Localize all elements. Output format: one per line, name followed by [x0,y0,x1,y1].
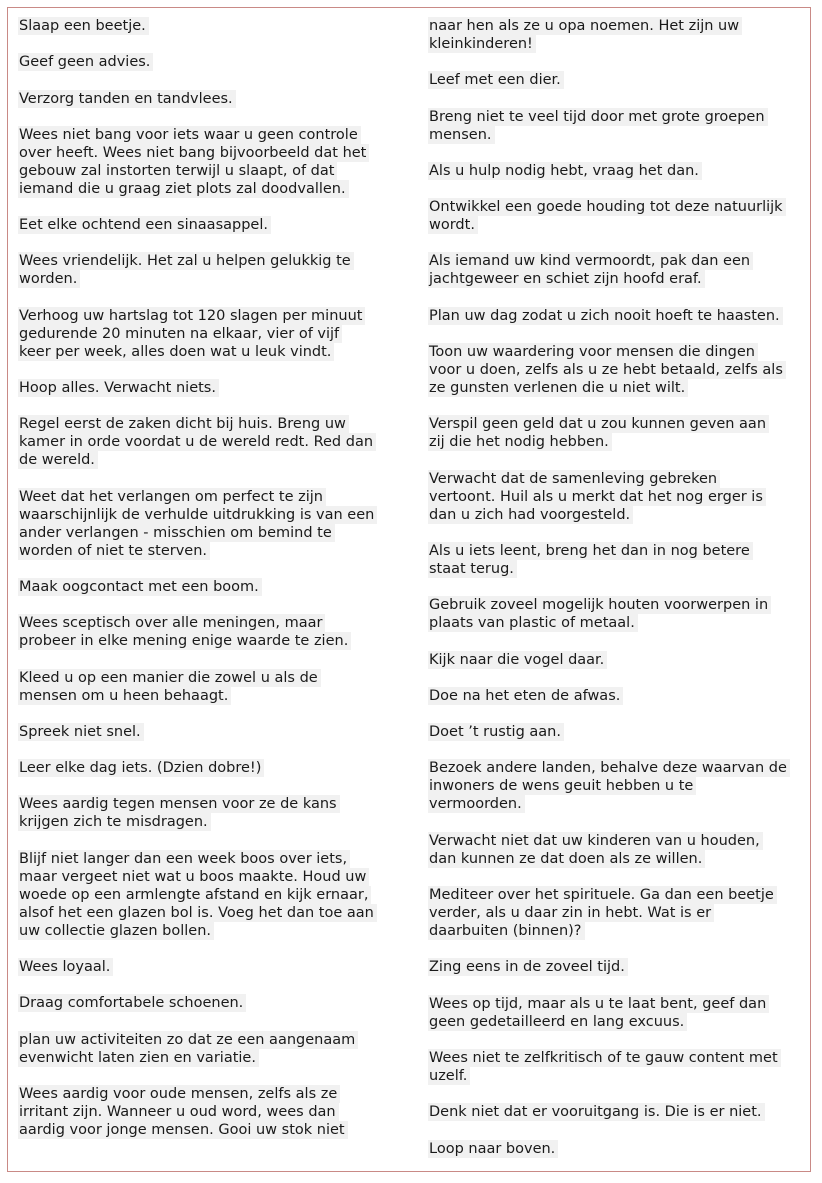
advice-item [428,723,800,741]
advice-line: Geef geen advies. [18,53,153,71]
advice-item [428,307,800,325]
advice-line: Breng niet te veel tijd door met grote groepen [428,108,768,126]
advice-line: gebouw zal instorten terwijl u slaapt, of dat [18,162,337,180]
advice-item [428,17,800,53]
advice-line: evenwicht laten zien en variatie. [18,1049,259,1067]
advice-item [18,90,410,108]
advice-item [18,307,410,361]
advice-item [18,488,410,560]
advice-line: verder, als u daar zin in hebt. Wat is er [428,904,714,922]
advice-line: mensen. [428,126,495,144]
advice-line: Slaap een beetje. [18,17,149,35]
advice-item [18,1031,410,1067]
advice-line: voor u doen, zelfs als u ze hebt betaald, zelfs als [428,361,786,379]
advice-line: waarschijnlijk de verhulde uitdrukking is van een [18,506,377,524]
advice-line: Wees niet te zelfkritisch of te gauw content met [428,1049,781,1067]
advice-line: geen gedetailleerd en lang excuus. [428,1013,687,1031]
advice-line: Doe na het eten de afwas. [428,687,623,705]
advice-line: maar vergeet niet wat u boos maakte. Houd uw [18,868,369,886]
advice-line: Draag comfortabele schoenen. [18,994,246,1012]
left-column [18,17,410,1139]
advice-line: zij die het nodig hebben. [428,433,612,451]
advice-line: alsof het een glazen bol is. Voeg het dan toe aan [18,904,377,922]
advice-item [18,17,410,35]
advice-item [428,1049,800,1085]
advice-item [18,994,410,1012]
advice-line: worden of niet te sterven. [18,542,210,560]
advice-item [18,379,410,397]
advice-line: Leef met een dier. [428,71,564,89]
advice-line: keer per week, alles doen wat u leuk vindt. [18,343,334,361]
advice-item [18,1085,410,1139]
advice-item [428,162,800,180]
advice-line: Regel eerst de zaken dicht bij huis. Breng uw [18,415,349,433]
advice-item [428,542,800,578]
advice-item [428,71,800,89]
advice-item [428,687,800,705]
advice-line: Als u iets leent, breng het dan in nog betere [428,542,753,560]
advice-item [428,198,800,234]
advice-item [428,1140,800,1158]
advice-line: Zing eens in de zoveel tijd. [428,958,628,976]
advice-line: probeer in elke mening enige waarde te zien. [18,632,351,650]
advice-line: aardig voor jonge mensen. Gooi uw stok niet [18,1121,348,1139]
advice-line: Wees op tijd, maar als u te laat bent, geef dan [428,995,769,1013]
advice-line: kamer in orde voordat u de wereld redt. Red dan [18,433,376,451]
advice-item [428,470,800,524]
advice-line: irritant zijn. Wanneer u oud word, wees dan [18,1103,339,1121]
advice-line: uw collectie glazen bollen. [18,922,214,940]
advice-line: woede op een armlengte afstand en kijk ernaar, [18,886,371,904]
advice-item [428,1103,800,1121]
advice-line: Doet ’t rustig aan. [428,723,564,741]
advice-item [428,343,800,397]
advice-line: Kleed u op een manier die zowel u als de [18,669,321,687]
advice-item [18,126,410,198]
advice-line: krijgen zich te misdragen. [18,813,211,831]
advice-item [18,53,410,71]
advice-line: Toon uw waardering voor mensen die dingen [428,343,758,361]
advice-item [428,832,800,868]
advice-line: dan u zich had voorgesteld. [428,506,633,524]
advice-line: Blijf niet langer dan een week boos over iets, [18,850,350,868]
advice-line: Als iemand uw kind vermoordt, pak dan een [428,252,753,270]
advice-line: vertoont. Huil als u merkt dat het nog erger is [428,488,766,506]
advice-line: vermoorden. [428,795,525,813]
advice-line: Weet dat het verlangen om perfect te zijn [18,488,326,506]
advice-line: Gebruik zoveel mogelijk houten voorwerpen in [428,596,771,614]
advice-line: Leer elke dag iets. (Dzien dobre!) [18,759,264,777]
advice-line: dan kunnen ze dat doen als ze willen. [428,850,705,868]
advice-line: Verzorg tanden en tandvlees. [18,90,236,108]
advice-line: inwoners de wens geuit hebben u te [428,777,696,795]
advice-line: Maak oogcontact met een boom. [18,578,262,596]
advice-item [18,614,410,650]
advice-line: Denk niet dat er vooruitgang is. Die is er niet. [428,1103,765,1121]
advice-line: Loop naar boven. [428,1140,558,1158]
advice-line: Wees vriendelijk. Het zal u helpen gelukkig te [18,252,354,270]
advice-line: Wees aardig voor oude mensen, zelfs als ze [18,1085,340,1103]
advice-line: Verspil geen geld dat u zou kunnen geven aan [428,415,769,433]
advice-line: daarbuiten (binnen)? [428,922,585,940]
advice-line: ze gunsten verlenen die u niet wilt. [428,379,688,397]
advice-line: Mediteer over het spirituele. Ga dan een beetje [428,886,777,904]
advice-line: Wees aardig tegen mensen voor ze de kans [18,795,340,813]
advice-line: Spreek niet snel. [18,723,144,741]
advice-line: Verhoog uw hartslag tot 120 slagen per minuut [18,307,365,325]
advice-line: Kijk naar die vogel daar. [428,651,607,669]
advice-item [18,252,410,288]
advice-item [428,415,800,451]
advice-line: over heeft. Wees niet bang bijvoorbeeld dat het [18,144,369,162]
advice-item [428,252,800,288]
advice-line: kleinkinderen! [428,35,536,53]
advice-item [428,651,800,669]
advice-item [428,108,800,144]
advice-line: Plan uw dag zodat u zich nooit hoeft te haasten. [428,307,783,325]
advice-line: ander verlangen - misschien om bemind te [18,524,335,542]
advice-item [428,886,800,940]
advice-line: mensen om u heen behaagt. [18,687,231,705]
advice-line: Ontwikkel een goede houding tot deze natuurlijk [428,198,786,216]
advice-line: Eet elke ochtend een sinaasappel. [18,216,271,234]
advice-item [18,578,410,596]
advice-line: Als u hulp nodig hebt, vraag het dan. [428,162,702,180]
advice-line: Verwacht niet dat uw kinderen van u houden, [428,832,763,850]
right-column [428,17,800,1158]
advice-item [18,850,410,940]
advice-line: jachtgeweer en schiet zijn hoofd eraf. [428,270,705,288]
advice-line: plaats van plastic of metaal. [428,614,638,632]
advice-item [18,216,410,234]
advice-item [428,958,800,976]
advice-line: de wereld. [18,451,98,469]
advice-line: Wees niet bang voor iets waar u geen controle [18,126,361,144]
advice-line: Wees sceptisch over alle meningen, maar [18,614,325,632]
advice-line: staat terug. [428,560,517,578]
advice-item [18,669,410,705]
advice-line: Verwacht dat de samenleving gebreken [428,470,720,488]
advice-line: Wees loyaal. [18,958,113,976]
advice-item [18,723,410,741]
advice-line: naar hen als ze u opa noemen. Het zijn uw [428,17,742,35]
advice-line: Bezoek andere landen, behalve deze waarvan de [428,759,790,777]
advice-item [18,958,410,976]
advice-item [18,759,410,777]
advice-item [18,795,410,831]
advice-item [428,596,800,632]
advice-line: iemand die u graag ziet plots zal doodvallen. [18,180,349,198]
advice-item [428,995,800,1031]
advice-line: Hoop alles. Verwacht niets. [18,379,219,397]
advice-line: plan uw activiteiten zo dat ze een aangenaam [18,1031,358,1049]
advice-line: worden. [18,270,80,288]
advice-item [428,759,800,813]
advice-item [18,415,410,469]
advice-line: gedurende 20 minuten na elkaar, vier of vijf [18,325,342,343]
advice-line: uzelf. [428,1067,470,1085]
advice-line: wordt. [428,216,478,234]
